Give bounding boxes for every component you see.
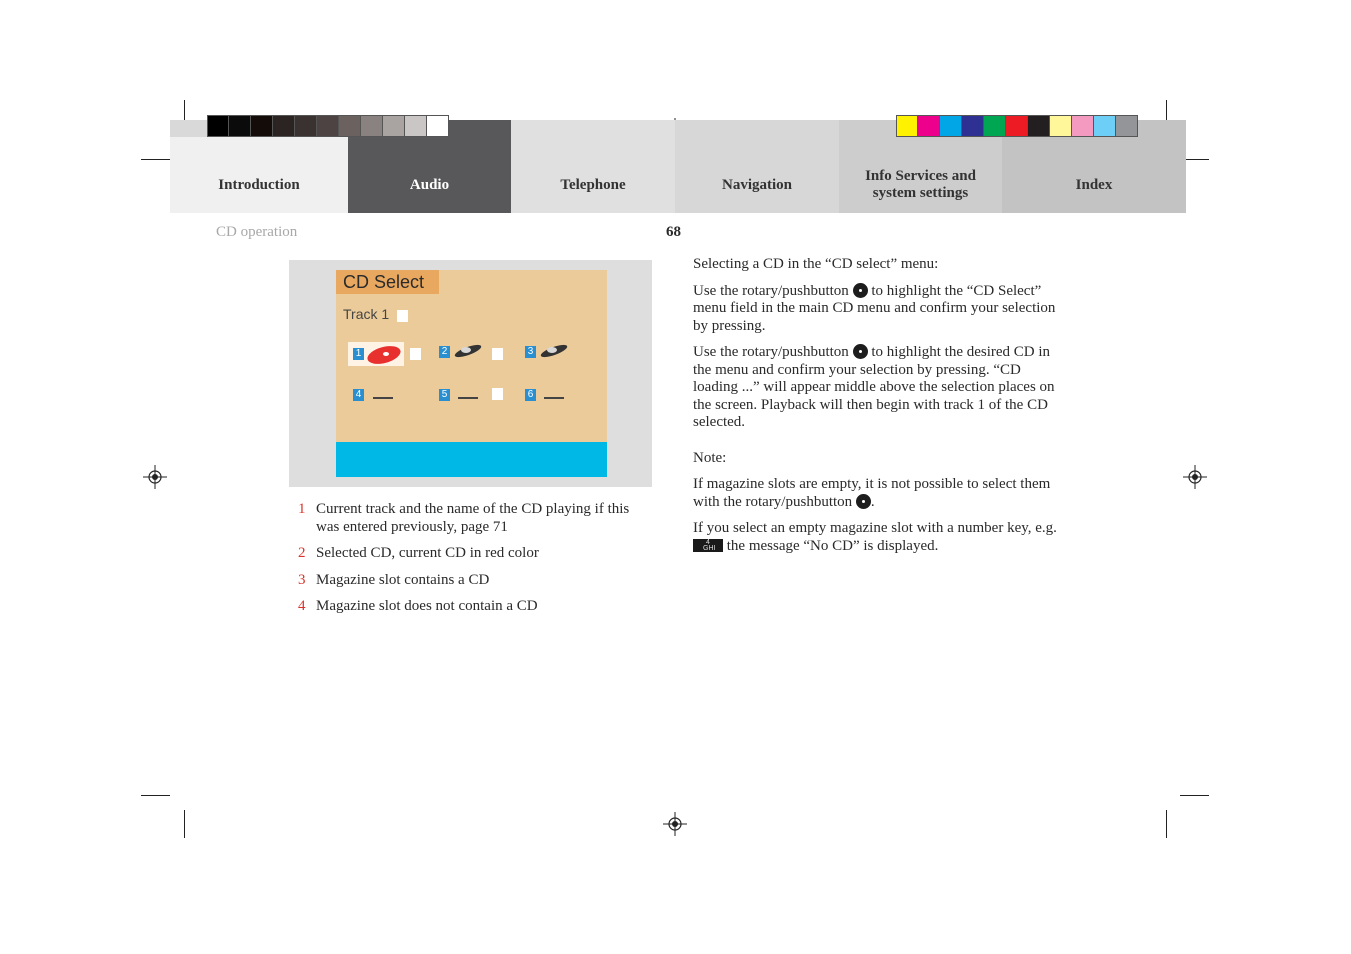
figure-legend: [298, 501, 648, 625]
legend-item: [298, 598, 648, 616]
crop-mark: [141, 159, 170, 160]
current-cd-icon: [364, 344, 404, 366]
slot-number: 1: [353, 348, 364, 360]
legend-number: 1: [298, 501, 306, 517]
text-run: to highlight the desired CD in the menu and confirm your selection by pressing. “CD loading ...” will appear middle above the selection places on the screen. Playback will then begin with track 1 of the CD selected.: [693, 344, 1055, 430]
color-swatch: [339, 115, 361, 137]
key-digit: 4: [706, 538, 710, 546]
slot-number: 6: [525, 389, 536, 401]
color-swatch: [383, 115, 405, 137]
tab-label: Index: [1075, 177, 1113, 193]
process-color-bar: [896, 115, 1138, 137]
slot-number: 5: [439, 389, 450, 401]
text-run: to highlight the “CD Select” menu field in the main CD menu and confirm your selection by pressing.: [693, 282, 1056, 334]
cd-icon: [450, 342, 486, 360]
color-swatch: [1094, 115, 1116, 137]
paragraph: [693, 520, 1065, 555]
color-swatch: [295, 115, 317, 137]
text-run: If magazine slots are empty, it is not possible to select them with the rotary/pushbutton: [693, 476, 1051, 510]
crop-mark: [1180, 795, 1209, 796]
color-swatch: [896, 115, 918, 137]
color-swatch: [1072, 115, 1094, 137]
text-run: If you select an empty magazine slot with a number key, e.g.: [693, 520, 1057, 536]
color-swatch: [207, 115, 229, 137]
color-swatch: [317, 115, 339, 137]
color-swatch: [361, 115, 383, 137]
color-swatch: [251, 115, 273, 137]
text-run: Use the rotary/pushbutton: [693, 282, 853, 299]
rotary-pushbutton-icon: [853, 283, 868, 298]
color-swatch: [940, 115, 962, 137]
legend-text: Selected CD, current CD in red color: [316, 545, 539, 561]
slot-number: 3: [525, 346, 536, 358]
color-swatch: [1006, 115, 1028, 137]
paragraph: [693, 283, 1065, 336]
legend-item: [298, 501, 648, 536]
text-run: the message “No CD” is displayed.: [723, 537, 939, 554]
slot-number: 4: [353, 389, 364, 401]
color-swatch: [405, 115, 427, 137]
section-title: CD operation: [216, 224, 298, 240]
cd-select-screen: [336, 270, 607, 477]
rotary-pushbutton-icon: [853, 344, 868, 359]
slot-number: 2: [439, 346, 450, 358]
page-number: 68: [666, 224, 681, 240]
grayscale-color-bar: [207, 115, 449, 137]
legend-item: [298, 545, 648, 563]
empty-slot-dash: [544, 397, 564, 399]
crop-mark: [184, 810, 185, 838]
legend-item: [298, 572, 648, 590]
crop-mark: [1166, 810, 1167, 838]
color-swatch: [984, 115, 1006, 137]
color-swatch: [918, 115, 940, 137]
color-swatch: [1050, 115, 1072, 137]
legend-text: Magazine slot does not contain a CD: [316, 598, 538, 614]
note-label: Note:: [693, 449, 727, 466]
callout-marker: [410, 348, 421, 360]
crop-mark: [141, 795, 170, 796]
callout-marker: [397, 310, 408, 322]
empty-slot-dash: [373, 397, 393, 399]
legend-number: 2: [298, 545, 306, 561]
color-swatch: [427, 115, 449, 137]
screen-figure: [289, 260, 652, 487]
number-key-icon: [693, 539, 723, 552]
color-swatch: [1116, 115, 1138, 137]
text-run: .: [870, 493, 875, 510]
screen-title: CD Select: [336, 270, 439, 294]
legend-text: Current track and the name of the CD playing if this was entered previously, page 71: [316, 501, 630, 535]
empty-slot-dash: [458, 397, 478, 399]
tab-label: Introduction: [218, 177, 300, 193]
legend-number: 4: [298, 598, 306, 614]
body-text: [693, 256, 1065, 564]
paragraph: [693, 344, 1065, 432]
tab-introduction[interactable]: [170, 137, 348, 213]
paragraph: [693, 476, 1065, 511]
section-heading: Selecting a CD in the “CD select” menu:: [693, 256, 939, 272]
tab-telephone[interactable]: [511, 120, 675, 213]
tab-label: Audio: [409, 177, 450, 193]
cd-icon: [536, 342, 572, 360]
registration-mark-icon: [1183, 465, 1207, 489]
track-label: Track 1: [343, 306, 390, 322]
rotary-pushbutton-icon: [856, 494, 871, 509]
registration-mark-icon: [143, 465, 167, 489]
color-swatch: [229, 115, 251, 137]
color-swatch: [962, 115, 984, 137]
tab-label: Telephone: [560, 177, 626, 193]
registration-mark-icon: [663, 812, 687, 836]
legend-number: 3: [298, 571, 306, 588]
tab-label: Info Services and system settings: [865, 168, 976, 201]
text-run: Use the rotary/pushbutton: [693, 344, 853, 360]
color-swatch: [273, 115, 295, 137]
tab-navigation[interactable]: [675, 120, 839, 213]
callout-marker: [492, 348, 503, 360]
tab-label: Navigation: [721, 177, 792, 193]
screen-bottom-bar: [336, 442, 607, 477]
callout-marker: [492, 388, 503, 400]
key-letters: GHI: [703, 544, 716, 552]
legend-text: Magazine slot contains a CD: [316, 571, 490, 588]
color-swatch: [1028, 115, 1050, 137]
